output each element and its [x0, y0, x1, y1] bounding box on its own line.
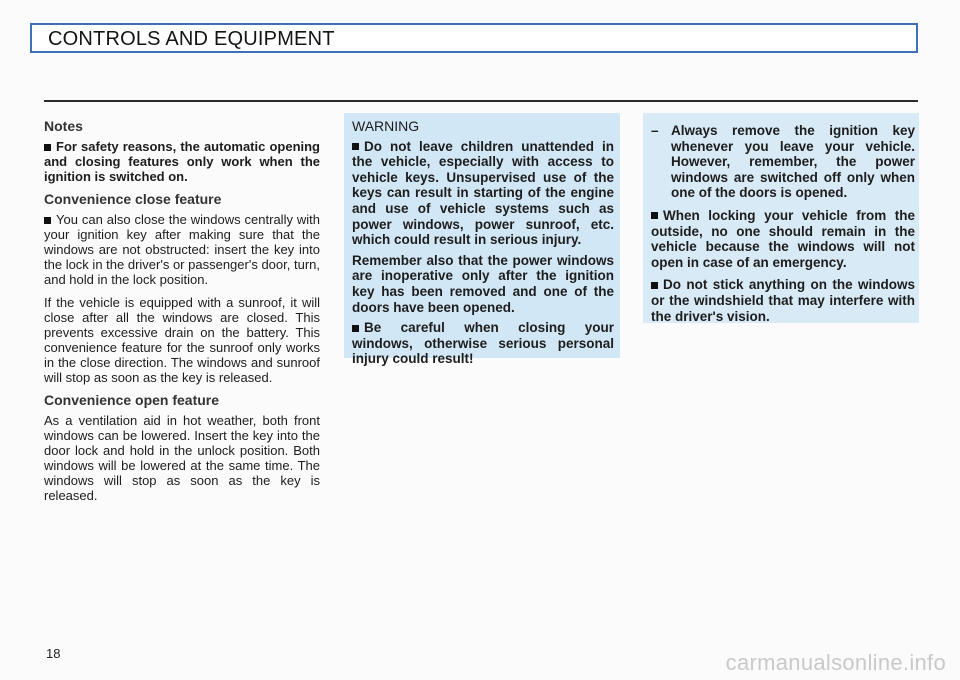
- notes-bullet: For safety reasons, the automatic opening and closing features only work when the ignition is switched on.: [44, 139, 320, 184]
- bullet-icon: [352, 325, 359, 332]
- warning-box: [344, 113, 620, 367]
- bullet-icon: [352, 143, 359, 150]
- continued-bullet-2: When locking your vehicle from the outside, no one should remain in the vehicle because the windows will not open in case of an emergency.: [651, 207, 915, 270]
- dash-marker: –: [651, 123, 659, 138]
- close-feature-paragraph-2: If the vehicle is equipped with a sunroof, it will close after all the windows are closed. This prevents excessive drain on the battery. This convenience feature for the sunroof only works in the close direction. The windows and sunroof will stop as soon as the key is released.: [44, 295, 320, 385]
- warning-heading: WARNING: [352, 118, 420, 134]
- notes-column: [44, 119, 320, 511]
- bullet-icon: [44, 144, 51, 151]
- bullet-icon: [651, 212, 658, 219]
- open-feature-heading: Convenience open feature: [44, 392, 220, 408]
- section-title: CONTROLS AND EQUIPMENT: [48, 28, 335, 50]
- horizontal-rule: [44, 100, 918, 102]
- continued-dash-item: – Always remove the ignition key whenever you leave your vehicle. However, remember, the power windows are switched off only when one of the doors is opened.: [651, 123, 915, 201]
- bullet-icon: [651, 282, 658, 289]
- open-feature-paragraph: As a ventilation aid in hot weather, both front windows can be lowered. Insert the key into the door lock and hold in the unlock position. Both windows will be lowered at the same time. The windows will stop as soon as the key is released.: [44, 413, 320, 503]
- close-feature-heading: Convenience close feature: [44, 191, 222, 207]
- warning-paragraph-2: Remember also that the power windows are inoperative only after the ignition key has been removed and one of the doors have been opened.: [352, 252, 614, 315]
- warning-bullet-3: Be careful when closing your windows, otherwise serious personal injury could result!: [352, 320, 614, 367]
- watermark: carmanualsonline.info: [725, 650, 946, 675]
- notes-heading: Notes: [44, 118, 83, 134]
- bullet-icon: [44, 217, 51, 224]
- section-header: [30, 23, 918, 53]
- warning-continued-box: [643, 113, 919, 323]
- page-number: 18: [46, 646, 61, 661]
- continued-bullet-3: Do not stick anything on the windows or the windshield that may interfere with the driver's vision.: [651, 277, 915, 324]
- warning-bullet-1: Do not leave children unattended in the vehicle, especially with access to vehicle keys. Unsupervised use of the keys can result in starting of the engine and use of vehicle systems such as power windows, power sunroof, etc. which could result in serious injury.: [352, 138, 614, 248]
- close-feature-paragraph-1: You can also close the windows centrally with your ignition key after making sure that the windows are not obstructed: insert the key into the lock in the driver's or passenger's door, turn, and hold in the lock position.: [44, 212, 320, 287]
